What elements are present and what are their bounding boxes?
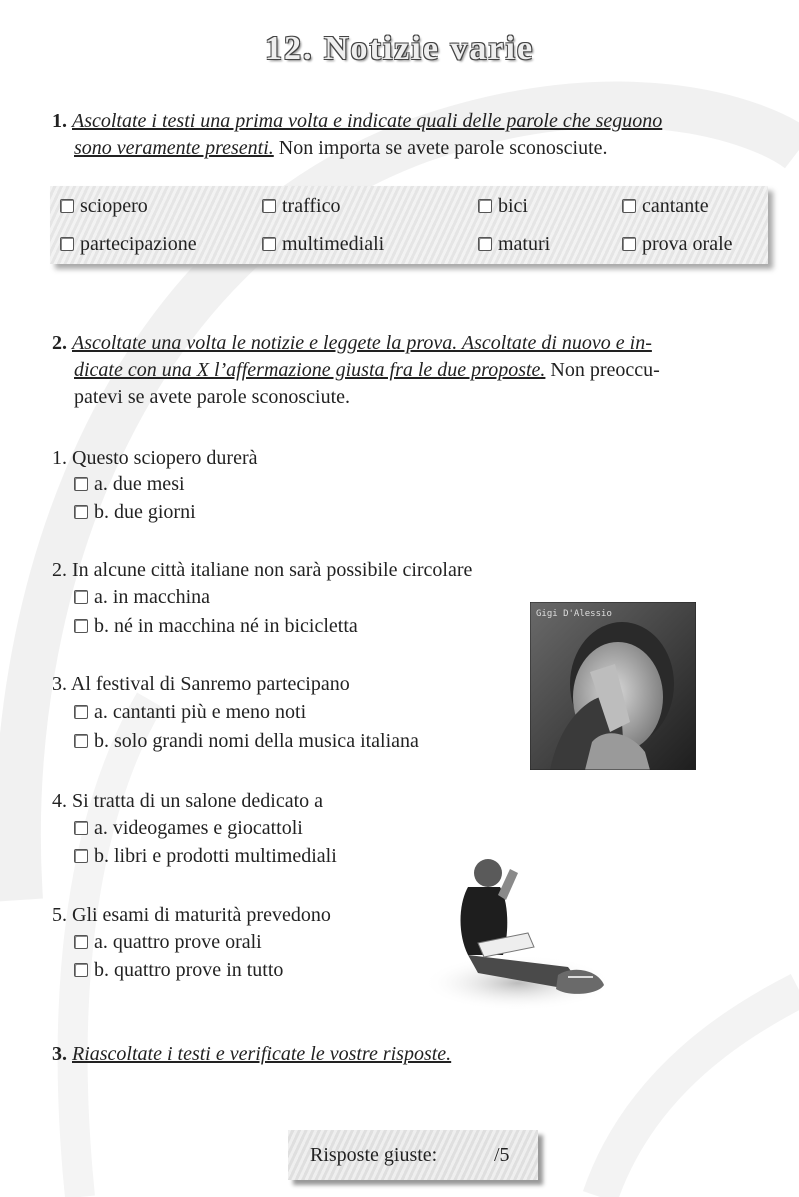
section-2-number: 2. [52, 332, 67, 354]
page-title: 12. Notizie varie [264, 30, 535, 67]
question-4 [52, 787, 323, 815]
checkbox-icon[interactable] [74, 477, 88, 491]
question-1 [52, 444, 258, 472]
word-option[interactable] [60, 232, 197, 256]
answer-label: b. né in macchina né in bicicletta [94, 615, 358, 637]
answer-label: a. in macchina [94, 586, 211, 608]
answer-label: a. cantanti più e meno noti [94, 701, 307, 723]
word-label: prova orale [642, 233, 733, 255]
answer-label: b. libri e prodotti multimediali [94, 845, 337, 867]
section-2-note-part1: Non preoccu- [550, 359, 660, 381]
answer-option[interactable] [74, 612, 358, 640]
answer-label: b. quattro prove in tutto [94, 959, 284, 981]
question-label: 2. In alcune città italiane non sarà possibile circolare [52, 559, 473, 581]
answer-label: a. quattro prove orali [94, 931, 262, 953]
word-label: sciopero [80, 195, 148, 217]
word-label: traffico [282, 195, 341, 217]
score-value: /5 [494, 1144, 510, 1166]
word-option[interactable] [478, 194, 528, 218]
answer-label: a. videogames e giocattoli [94, 817, 303, 839]
question-2 [52, 556, 472, 584]
question-5 [52, 901, 331, 929]
score-box [288, 1130, 538, 1180]
answer-option[interactable] [74, 583, 210, 611]
question-label: 3. Al festival di Sanremo partecipano [52, 673, 350, 695]
word-option[interactable] [478, 232, 550, 256]
checkbox-icon[interactable] [262, 199, 276, 213]
score-label: Risposte giuste: [310, 1144, 438, 1166]
checkbox-icon[interactable] [622, 199, 636, 213]
checkbox-icon[interactable] [478, 199, 492, 213]
checkbox-icon[interactable] [74, 821, 88, 835]
word-option[interactable] [622, 232, 733, 256]
section-1-instruction-line1: Ascoltate i testi una prima volta e indicate quali delle parole che seguono [72, 110, 663, 132]
section-1-instructions [52, 108, 772, 162]
question-label: 4. Si tratta di un salone dedicato a [52, 790, 324, 812]
answer-option[interactable] [74, 956, 283, 984]
student-photo [418, 855, 608, 1015]
word-option[interactable] [262, 232, 384, 256]
checkbox-icon[interactable] [74, 849, 88, 863]
word-label: cantante [642, 195, 709, 217]
word-option[interactable] [622, 194, 709, 218]
checkbox-icon[interactable] [60, 199, 74, 213]
section-2-instruction-line1: Ascoltate una volta le notizie e leggete la prova. Ascoltate di nuovo e in- [72, 332, 652, 354]
checkbox-icon[interactable] [478, 237, 492, 251]
section-3-number: 3. [52, 1043, 67, 1065]
section-3-instructions [52, 1041, 772, 1068]
question-label: 5. Gli esami di maturità prevedono [52, 904, 331, 926]
word-label: bici [498, 195, 528, 217]
section-2-instruction-line2: dicate con una X l’affermazione giusta fra le due proposte. [74, 359, 546, 381]
word-option[interactable] [262, 194, 341, 218]
checkbox-icon[interactable] [74, 705, 88, 719]
checkbox-icon[interactable] [74, 505, 88, 519]
section-2-instructions [52, 330, 772, 411]
singer-photo [530, 602, 696, 770]
question-3 [52, 670, 350, 698]
checkbox-icon[interactable] [60, 237, 74, 251]
answer-option[interactable] [74, 814, 303, 842]
section-1-instruction-line2: sono veramente presenti. [74, 137, 274, 159]
checkbox-icon[interactable] [74, 963, 88, 977]
checkbox-icon[interactable] [262, 237, 276, 251]
photo-caption: Gigi D'Alessio [536, 609, 612, 619]
section-1-number: 1. [52, 110, 67, 132]
word-option[interactable] [60, 194, 148, 218]
checkbox-icon[interactable] [622, 237, 636, 251]
word-checklist-box [50, 186, 768, 264]
section-2-note-part2: patevi se avete parole sconosciute. [74, 386, 350, 408]
answer-option[interactable] [74, 842, 337, 870]
section-1-note: Non importa se avete parole sconosciute. [278, 137, 608, 159]
word-label: maturi [498, 233, 551, 255]
answer-label: b. due giorni [94, 501, 196, 523]
answer-option[interactable] [74, 928, 262, 956]
checkbox-icon[interactable] [74, 619, 88, 633]
answer-option[interactable] [74, 698, 306, 726]
word-label: partecipazione [80, 233, 197, 255]
section-3-instruction: Riascoltate i testi e verificate le vostre risposte. [72, 1043, 452, 1065]
answer-option[interactable] [74, 470, 185, 498]
checkbox-icon[interactable] [74, 734, 88, 748]
checkbox-icon[interactable] [74, 590, 88, 604]
answer-label: a. due mesi [94, 473, 185, 495]
word-label: multimediali [282, 233, 385, 255]
answer-option[interactable] [74, 498, 196, 526]
question-label: 1. Questo sciopero durerà [52, 447, 258, 469]
answer-label: b. solo grandi nomi della musica italiana [94, 730, 419, 752]
checkbox-icon[interactable] [74, 935, 88, 949]
answer-option[interactable] [74, 727, 419, 755]
